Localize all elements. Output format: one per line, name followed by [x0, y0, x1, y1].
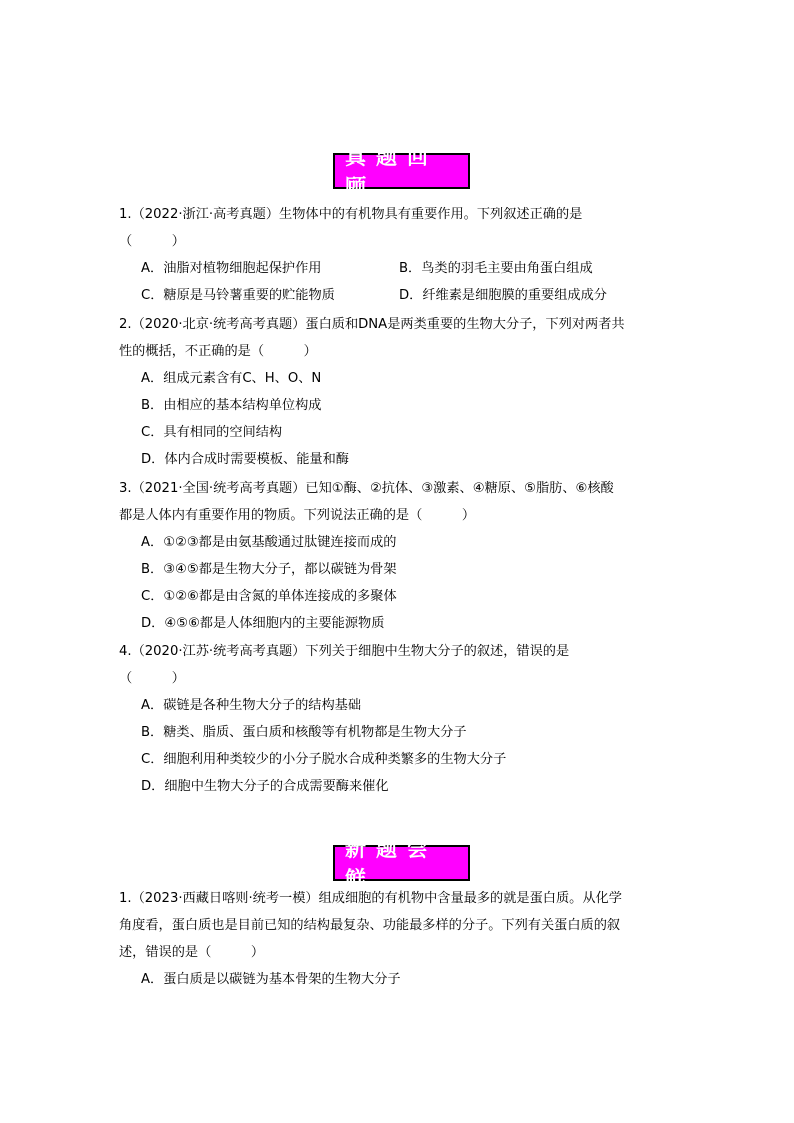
- option-b: B．鸟类的羽毛主要由角蛋白组成: [399, 261, 593, 276]
- question-stem-continued: 角度看，蛋白质也是目前已知的结构最复杂、功能最多样的分子。下列有关蛋白质的叙: [119, 918, 621, 933]
- section-banner-new-questions: 新题尝鲜: [333, 845, 470, 881]
- option-a: A．①②③都是由氨基酸通过肽键连接而成的: [141, 535, 397, 550]
- question-stem: 4.（2020·江苏·统考高考真题）下列关于细胞中生物大分子的叙述，错误的是: [119, 644, 570, 659]
- option-a: A．组成元素含有C、H、O、N: [141, 371, 322, 386]
- question-block: [119, 638, 679, 800]
- option-c: C．糖原是马铃薯重要的贮能物质: [141, 288, 335, 303]
- option-d: D．④⑤⑥都是人体细胞内的主要能源物质: [141, 616, 385, 631]
- option-c: C．具有相同的空间结构: [141, 425, 283, 440]
- option-a: A．碳链是各种生物大分子的结构基础: [141, 698, 362, 713]
- question-stem-continued: 都是人体内有重要作用的物质。下列说法正确的是（ ）: [119, 508, 476, 523]
- answer-blank: （ ）: [119, 234, 185, 249]
- option-c: C．细胞利用种类较少的小分子脱水合成种类繁多的生物大分子: [141, 752, 507, 767]
- question-block: [119, 885, 679, 993]
- question-stem: 1.（2022·浙江·高考真题）生物体中的有机物具有重要作用。下列叙述正确的是: [119, 207, 583, 222]
- option-a: A．油脂对植物细胞起保护作用: [141, 261, 322, 276]
- question-stem: 3.（2021·全国·统考高考真题）已知①酶、②抗体、③激素、④糖原、⑤脂肪、⑥核酸: [119, 481, 614, 496]
- question-stem: 1.（2023·西藏日喀则·统考一模）组成细胞的有机物中含量最多的就是蛋白质。从化学: [119, 891, 622, 906]
- question-stem-continued: 性的概括，不正确的是（ ）: [119, 344, 317, 359]
- answer-blank: （ ）: [119, 671, 185, 686]
- question-block: [119, 475, 679, 637]
- option-b: B．由相应的基本结构单位构成: [141, 398, 322, 413]
- question-stem-continued: 述，错误的是（ ）: [119, 945, 265, 960]
- option-d: D．细胞中生物大分子的合成需要酶来催化: [141, 779, 389, 794]
- option-a: A．蛋白质是以碳链为基本骨架的生物大分子: [141, 972, 401, 987]
- option-row: [119, 282, 679, 309]
- option-b: B．糖类、脂质、蛋白质和核酸等有机物都是生物大分子: [141, 725, 467, 740]
- section-banner-real-questions: 真题回顾: [333, 153, 470, 189]
- option-row: [119, 255, 679, 282]
- option-d: D．纤维素是细胞膜的重要组成成分: [399, 288, 607, 303]
- question-stem: 2.（2020·北京·统考高考真题）蛋白质和DNA是两类重要的生物大分子，下列对两者共: [119, 317, 625, 332]
- option-b: B．③④⑤都是生物大分子，都以碳链为骨架: [141, 562, 397, 577]
- option-d: D．体内合成时需要模板、能量和酶: [141, 452, 349, 467]
- question-block: [119, 311, 679, 473]
- question-block: [119, 201, 679, 309]
- option-c: C．①②⑥都是由含氮的单体连接成的多聚体: [141, 589, 397, 604]
